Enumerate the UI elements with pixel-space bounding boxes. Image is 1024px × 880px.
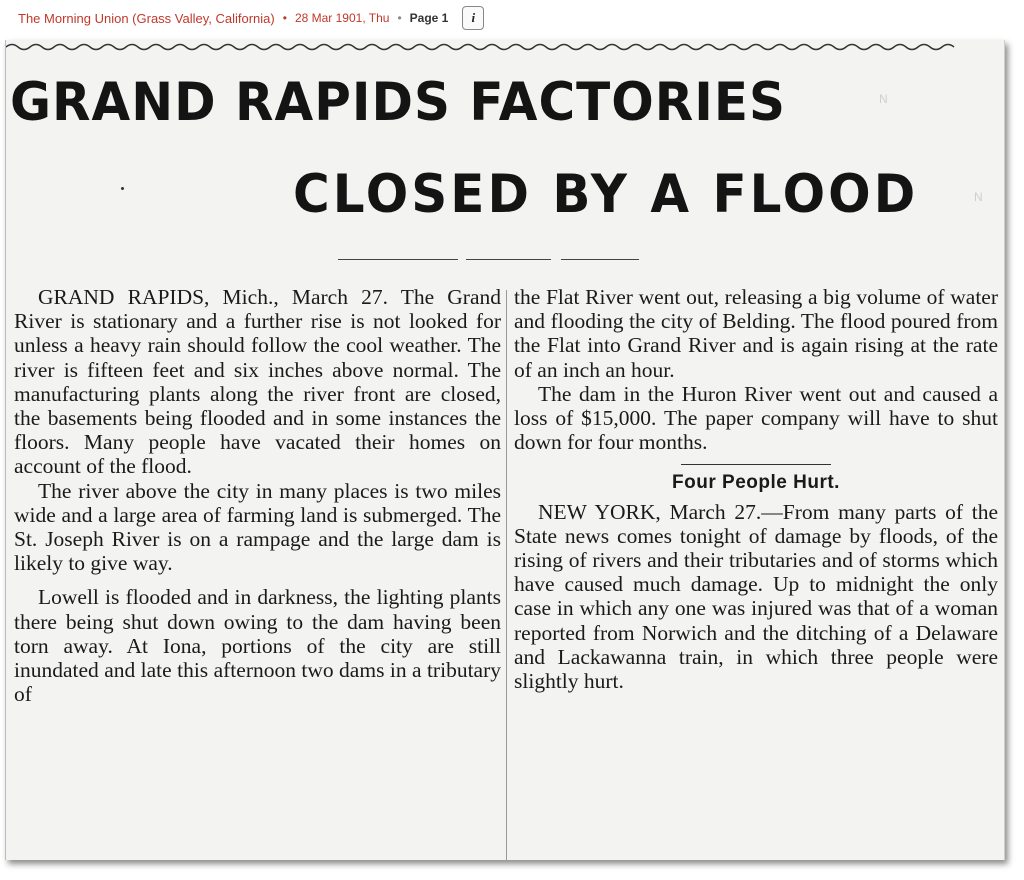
page-label[interactable]: Page 1	[409, 11, 449, 25]
info-icon: i	[471, 10, 476, 25]
subheading: Four People Hurt.	[672, 472, 840, 494]
headline-rule	[466, 259, 551, 260]
headline-line2: CLOSED BY A FLOOD	[293, 163, 919, 225]
paragraph: GRAND RAPIDS, Mich., March 27. The Grand River is stationary and a further rise is not looked for unless a heavy rain should follow the cool weather. The river is fifteen feet and six inches above normal. The manufacturing plants along the river front are closed, the basements being flooded and in some instances the floors. Many people have vacated their homes on account of the flood.	[14, 285, 501, 479]
ink-speck	[121, 187, 124, 190]
newspaper-clipping	[5, 40, 1005, 860]
paragraph: The river above the city in many places is two miles wide and a large area of farming land is submerged. The St. Joseph River is on a rampage and the large dam is likely to give way.	[14, 478, 501, 576]
paragraph: the Flat River went out, releasing a big volume of water and flooding the city of Belding. The flood poured from the Flat into Grand River and is again rising at the rate of an inch an hour.	[514, 285, 998, 382]
article-column-left	[14, 285, 501, 706]
paragraph: The dam in the Huron River went out and caused a loss of $15,000. The paper company will have to shut down for four months.	[514, 381, 998, 455]
headline-rule	[561, 259, 639, 260]
headline-line1: GRAND RAPIDS FACTORIES	[10, 71, 787, 133]
separator: •	[282, 11, 287, 25]
article-column-right	[514, 285, 998, 693]
bleed-mark: N	[879, 92, 888, 106]
bleed-mark: N	[974, 190, 983, 204]
source-bar	[0, 0, 1024, 36]
date-link[interactable]: 28 Mar 1901, Thu	[294, 11, 390, 25]
info-button[interactable]	[462, 6, 484, 30]
section-rule	[681, 464, 831, 465]
paragraph: Lowell is flooded and in darkness, the lighting plants there being shut down owing to the dam having been torn away. At Iona, portions of the city are still inundated and late this afternoon two dams in a tributary of	[14, 585, 501, 707]
paragraph: NEW YORK, March 27.—From many parts of the State news comes tonight of damage by floods, of the rising of rivers and their tributaries and of storms which have caused much damage. Up to midnight the only case in which any one was injured was that of a woman reported from Norwich and the ditching of a Delaware and Lackawanna train, in which three people were slightly hurt.	[514, 499, 998, 694]
publication-link[interactable]: The Morning Union (Grass Valley, California)	[18, 10, 275, 26]
separator: •	[397, 11, 402, 25]
headline-rule	[338, 259, 458, 260]
torn-edge	[6, 40, 1004, 54]
column-divider	[506, 290, 507, 860]
